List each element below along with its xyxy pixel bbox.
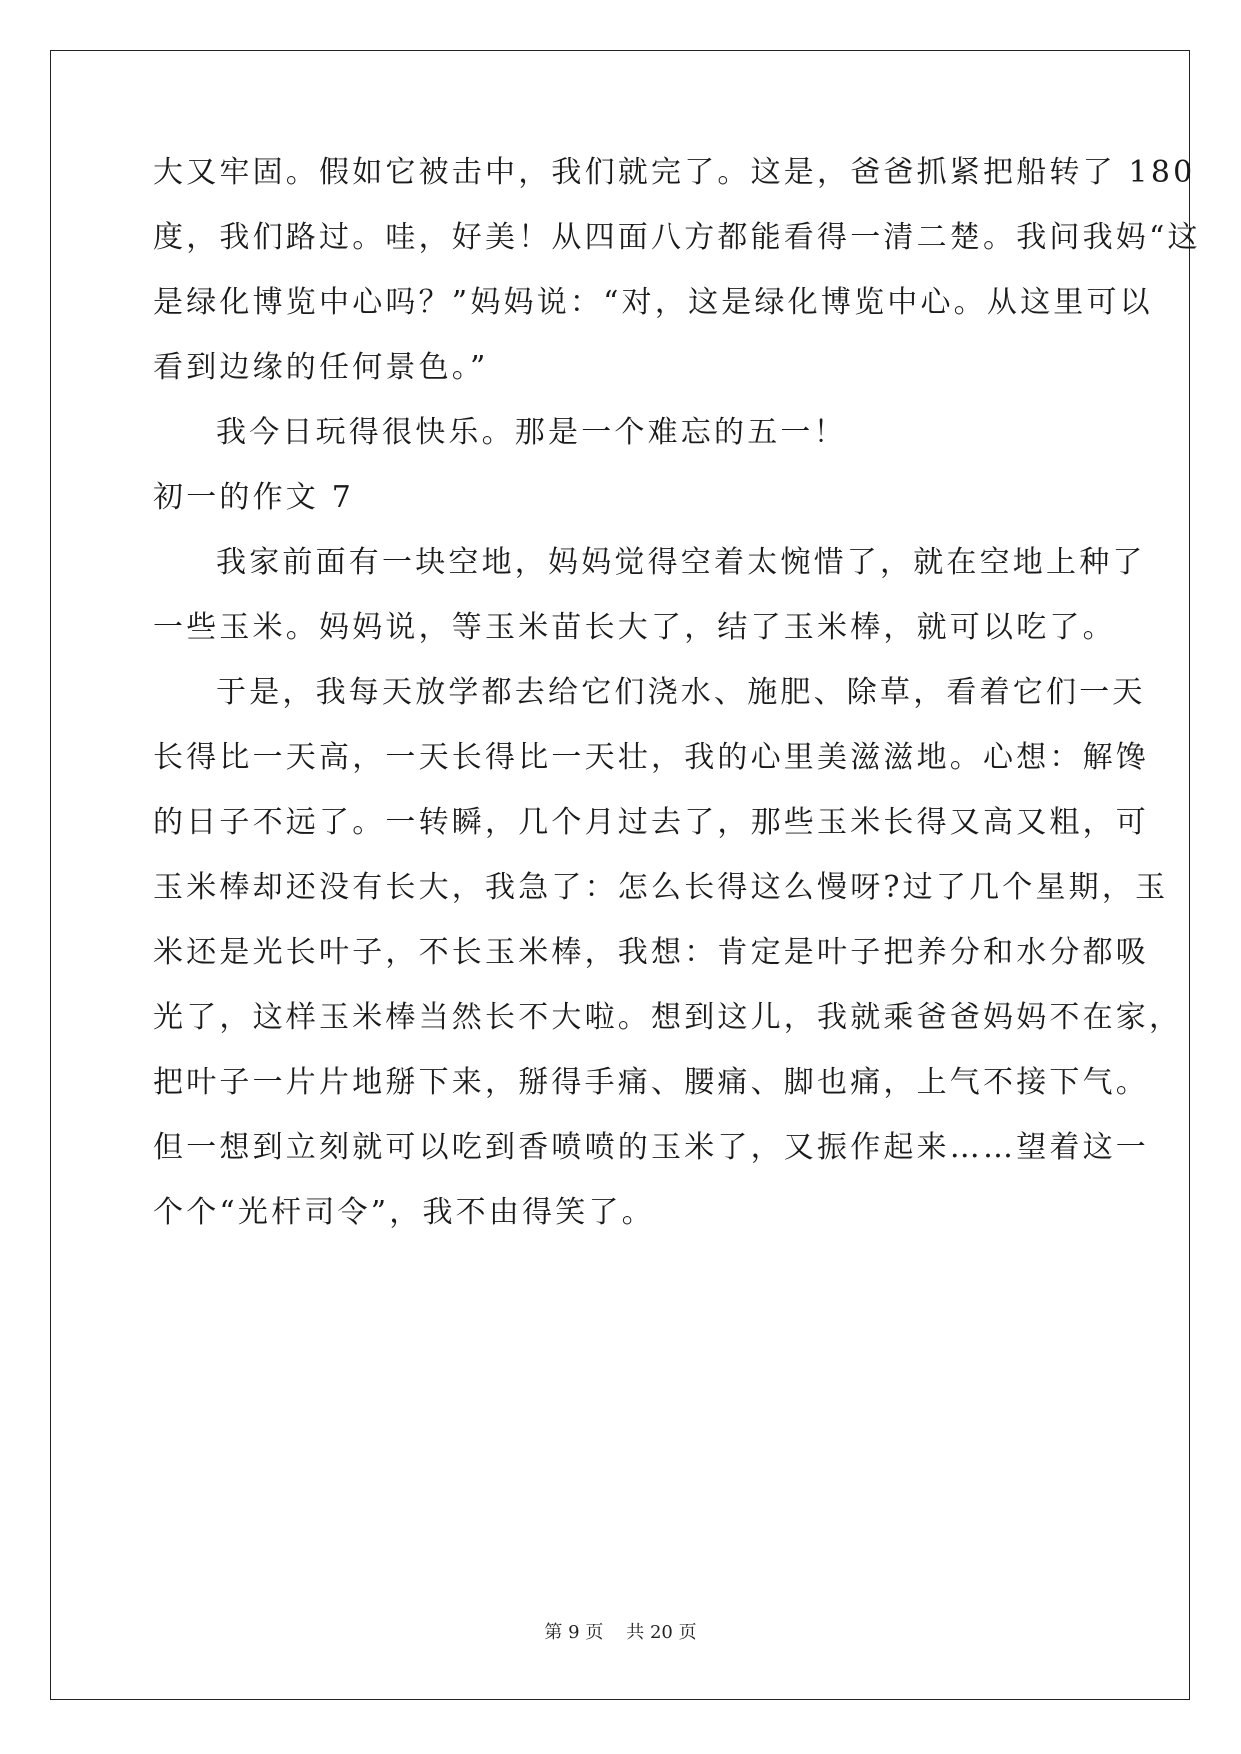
- page-number: 第 9 页: [544, 1622, 604, 1643]
- page-footer: [0, 1621, 1241, 1645]
- page-total: 共 20 页: [626, 1622, 697, 1643]
- text-line: 米还是光长叶子，不长玉米棒，我想：肯定是叶子把养分和水分都吸: [153, 935, 1149, 970]
- section-heading: 初一的作文 7: [153, 480, 355, 515]
- text-line: 把叶子一片片地掰下来，掰得手痛、腰痛、脚也痛，上气不接下气。: [153, 1065, 1149, 1100]
- text-line: 个个“光杆司令”，我不由得笑了。: [153, 1195, 655, 1230]
- paragraph-line: 我家前面有一块空地，妈妈觉得空着太惋惜了，就在空地上种了: [216, 545, 1146, 580]
- paragraph-line: 于是，我每天放学都去给它们浇水、施肥、除草，看着它们一天: [216, 675, 1146, 710]
- text-line: 但一想到立刻就可以吃到香喷喷的玉米了，又振作起来……望着这一: [153, 1130, 1149, 1165]
- paragraph-line: 我今日玩得很快乐。那是一个难忘的五一！: [216, 415, 847, 450]
- text-line: 度，我们路过。哇，好美！从四面八方都能看得一清二楚。我问我妈“这: [153, 220, 1201, 255]
- text-line: 看到边缘的任何景色。”: [153, 350, 489, 385]
- text-line: 光了，这样玉米棒当然长不大啦。想到这儿，我就乘爸爸妈妈不在家，: [153, 1000, 1183, 1035]
- text-line: 长得比一天高，一天长得比一天壮，我的心里美滋滋地。心想：解馋: [153, 740, 1149, 775]
- text-line: 玉米棒却还没有长大，我急了：怎么长得这么慢呀?过了几个星期，玉: [153, 870, 1169, 905]
- footer-gap: [603, 1622, 626, 1643]
- text-line: 的日子不远了。一转瞬，几个月过去了，那些玉米长得又高又粗，可: [153, 805, 1149, 840]
- text-line: 一些玉米。妈妈说，等玉米苗长大了，结了玉米棒，就可以吃了。: [153, 610, 1116, 645]
- text-line: 是绿化博览中心吗？”妈妈说：“对，这是绿化博览中心。从这里可以: [153, 285, 1153, 320]
- text-line: 大又牢固。假如它被击中，我们就完了。这是，爸爸抓紧把船转了 180: [153, 155, 1196, 190]
